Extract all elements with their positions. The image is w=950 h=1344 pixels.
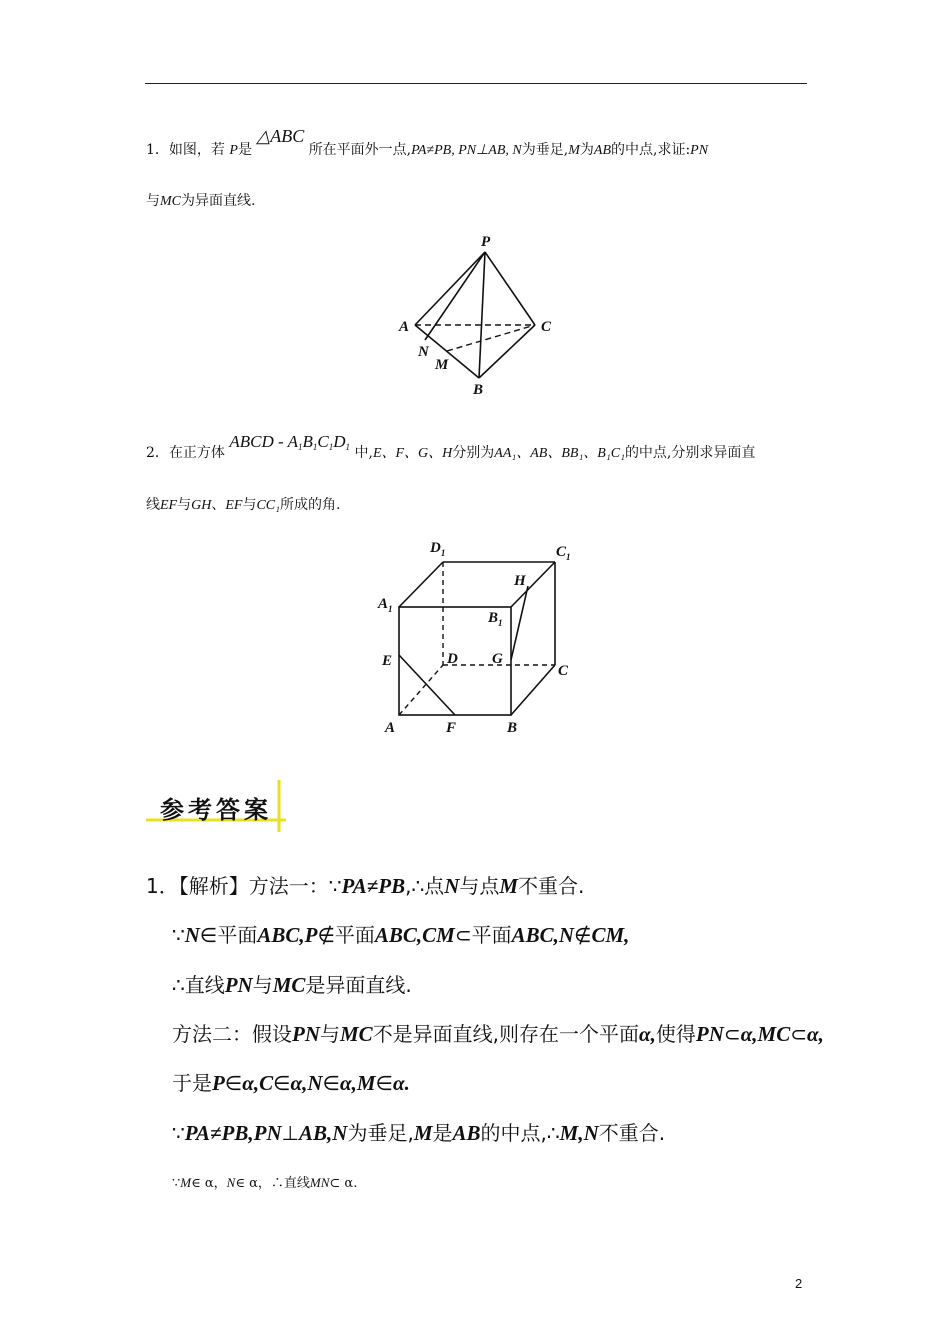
label-C: C — [541, 319, 552, 335]
answer-line-1: 1．【解析】方法一：∵PA≠PB,∴点N与点M不重合. — [146, 874, 585, 898]
answer-line-7: ∵M∈ α，N∈ α，∴直线MN⊂ α. — [172, 1175, 358, 1191]
cube-name: ABCD - $A_1B_1C_1D_1$ — [229, 432, 351, 452]
label-C1: $C_1$ — [556, 544, 571, 562]
label-E: E — [382, 653, 393, 669]
cube-figure — [370, 532, 590, 742]
problem2-line2: 线EF与GH、EF与CC₁所成的角. — [146, 497, 341, 513]
page-number: 2 — [795, 1276, 803, 1291]
label-B1: $B_1$ — [488, 610, 503, 628]
answer-line-6: ∵PA≠PB,PN⊥AB,N为垂足,M是AB的中点,∴M,N不重合. — [172, 1121, 666, 1145]
label-D1: $D_1$ — [430, 540, 446, 558]
answer-badge: 参考答案 — [160, 795, 272, 824]
label-H: H — [514, 573, 526, 589]
tetrahedron-figure — [395, 228, 565, 400]
label-C: C — [558, 663, 569, 679]
label-A: A — [399, 319, 410, 335]
answer-line-2: ∵N∈平面ABC,P∉平面ABC,CM⊂平面ABC,N∉CM, — [172, 923, 630, 947]
problem-number: 1． — [146, 142, 169, 158]
label-F: F — [446, 720, 457, 736]
problem2-line1: 2．在正方体 ABCD - $A_1B_1C_1D_1$ 中,E、F、G、H分别为AA₁、AB、BB₁、B₁C₁的中点,分别求异面直 — [146, 432, 756, 461]
triangle-abc: △ABC — [256, 126, 305, 146]
answer-line-4: 方法二：假设PN与MC不是异面直线,则存在一个平面α,使得PN⊂α,MC⊂α, — [172, 1022, 824, 1046]
answer-line-3: ∴直线PN与MC是异面直线. — [172, 973, 412, 997]
label-A1: $A_1$ — [378, 596, 393, 614]
label-D: D — [447, 651, 458, 667]
problem-number: 2． — [146, 445, 169, 461]
problem1-line1: 1．如图，若 P是 △ABC 所在平面外一点,PA≠PB, PN⊥AB, N为垂足,M为AB的中点,求证:PN — [146, 126, 709, 158]
label-M: M — [435, 357, 449, 373]
answer-line-5: 于是P∈α,C∈α,N∈α,M∈α. — [172, 1071, 410, 1095]
problem1-line2: 与MC为异面直线. — [146, 193, 256, 209]
label-A: A — [385, 720, 396, 736]
label-B: B — [473, 382, 484, 398]
label-P: P — [481, 234, 491, 250]
header-rule — [145, 83, 807, 84]
label-B: B — [507, 720, 518, 736]
label-N: N — [418, 344, 429, 360]
label-G: G — [492, 651, 503, 667]
